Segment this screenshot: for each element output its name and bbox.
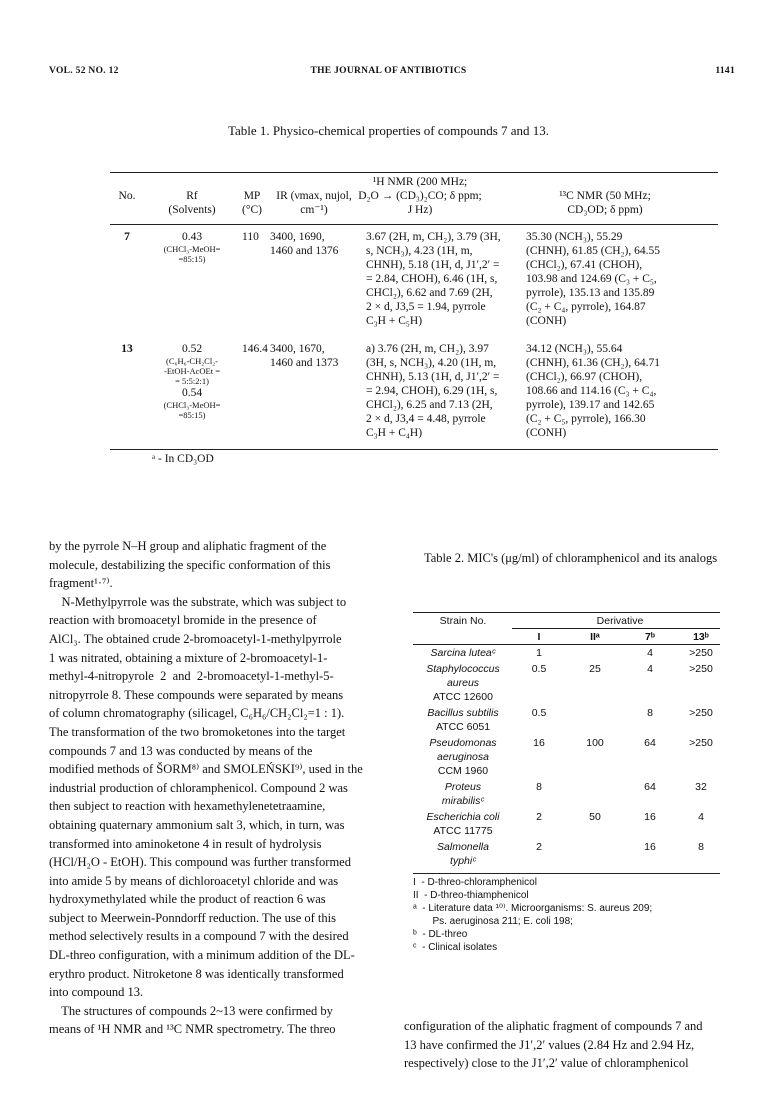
table1-caption: Table 1. Physico-chemical properties of compounds 7 and 13.	[227, 123, 550, 138]
table2-col-head: IIᵃ	[590, 631, 600, 643]
table2-head-rule	[413, 644, 720, 645]
table2-strain: Bacillus subtilis	[427, 707, 499, 719]
table2-col-head: 7ᵇ	[645, 631, 655, 643]
body-line: DL-threo configuration, with a minimum addition of the DL-	[49, 948, 355, 963]
table1-row-hnmr: 2 × d, J3,4 = 4.48, pyrrole	[366, 413, 486, 425]
table2-cell: 0.5	[531, 663, 547, 675]
table2-cell: >250	[689, 707, 713, 719]
t1-head-rf: Rf	[186, 190, 198, 202]
table2-cell: 8	[536, 781, 542, 793]
body-line: modified methods of ŠORM⁸⁾ and SMOLEŃSKI⁹⁾, used in the	[49, 762, 363, 777]
table1-row-solvent: =85:15)	[178, 254, 206, 264]
table2-cell: >250	[689, 663, 713, 675]
t1-head-no: No.	[118, 190, 136, 202]
t1-head-c2: CD₃OD; δ ppm)	[567, 204, 643, 216]
table1-row-cnmr: 35.30 (NCH₃), 55.29	[526, 231, 623, 243]
table2-head-derivative: Derivative	[596, 615, 644, 627]
table1-top-rule	[110, 172, 718, 173]
body-line: respectively) close to the J1′,2′ value of chloramphenicol	[404, 1056, 689, 1071]
table2-cell: 16	[644, 811, 656, 823]
body-line: 13 have confirmed the J1′,2′ values (2.84 Hz and 2.94 Hz,	[404, 1037, 695, 1052]
table2-sub-rule	[512, 628, 720, 629]
table2-note: ᵇ - DL-threo	[413, 929, 468, 940]
table1-row-ir: 3400, 1670,	[270, 343, 325, 355]
table1-row-rf: 0.52	[181, 343, 203, 355]
table1-row-rf: 0.43	[181, 231, 203, 243]
table1-row-mp: 110	[242, 231, 259, 243]
table2-cell: 4	[698, 811, 704, 823]
table1-row-hnmr: 2 × d, J3,5 = 1.94, pyrrole	[366, 301, 486, 313]
table1-row-no: 7	[124, 231, 130, 243]
table1-row-ir: 3400, 1690,	[270, 231, 325, 243]
table1-row-cnmr: pyrrole), 139.17 and 142.65	[526, 399, 655, 411]
table1-row-hnmr: s, NCH₃), 4.23 (1H, m,	[366, 245, 473, 257]
table1-row-cnmr: (C₂ + C₅, pyrrole), 166.30	[526, 413, 646, 425]
journal-title: THE JOURNAL OF ANTIBIOTICS	[310, 66, 467, 76]
table1-row-no: 13	[121, 343, 133, 355]
table1-row-hnmr: (3H, s, NCH₃), 4.20 (1H, m,	[366, 357, 497, 369]
table2-cell: >250	[689, 647, 713, 659]
body-line: molecule, destabilizing the specific conformation of this	[49, 557, 331, 572]
t1-head-h2: D₂O → (CD₃)₂CO; δ ppm;	[358, 190, 482, 202]
table2-note: ᶜ - Clinical isolates	[413, 942, 498, 953]
table1-row-cnmr: (CHNH), 61.85 (CH₂), 64.55	[526, 245, 661, 257]
body-line: nitropyrrole 8. These compounds were separated by means	[49, 687, 344, 702]
body-line: obtaining quaternary ammonium salt 3, which, in turn, was	[49, 817, 345, 832]
table1-row-solvent: (C₆H₆-CH₂Cl₂-	[166, 356, 218, 366]
table1-row-hnmr: CHNH), 5.13 (1H, d, J1′,2′ =	[366, 371, 500, 383]
table1-row-cnmr: 103.98 and 124.69 (C₃ + C₅,	[526, 273, 657, 285]
body-line: method selectively results in a compound 7 with the desired	[49, 929, 349, 944]
table2-cell: 8	[647, 707, 653, 719]
table2-strain: CCM 1960	[437, 765, 489, 777]
table2-col-head: I	[537, 631, 541, 643]
table1-row-cnmr: (C₂ + C₄, pyrrole), 164.87	[526, 301, 646, 313]
t1-head-mp-sub: (°C)	[242, 204, 262, 216]
table1-footnote: ᵃ - In CD₃OD	[152, 453, 214, 465]
t1-head-mp: MP	[243, 190, 261, 202]
table2-strain: mirabilisᶜ	[441, 795, 485, 807]
table2-strain: ATCC 11775	[433, 825, 493, 837]
table2-col-head: 13ᵇ	[693, 631, 709, 643]
table2-strain: Sarcina luteaᶜ	[430, 647, 496, 659]
table2-bottom-rule	[413, 873, 720, 874]
t1-head-rf-sub: (Solvents)	[168, 204, 216, 216]
table1-row-solvent: (CHCl₃-MeOH=	[163, 244, 221, 254]
table2-cell: 32	[695, 781, 707, 793]
table2-cell: 100	[586, 737, 604, 749]
table2-cell: 16	[644, 841, 656, 853]
table1-row-solvent2: =85:15)	[178, 410, 206, 420]
body-right-column	[404, 1017, 734, 1073]
body-line: into compound 13.	[49, 985, 144, 1000]
table2-cell: 4	[647, 663, 653, 675]
table2-strain: Escherichia coli	[426, 811, 500, 823]
table1-row-hnmr: 3.67 (2H, m, CH₂), 3.79 (3H,	[366, 231, 501, 243]
table2-cell: 16	[533, 737, 545, 749]
table2-note: II - D-threo-thiamphenicol	[413, 890, 529, 901]
table1-bottom-rule	[110, 449, 718, 450]
body-left-column	[49, 537, 372, 1039]
table1-row-cnmr: (CHNH), 61.36 (CH₂), 64.71	[526, 357, 661, 369]
table1-row-hnmr: CHCl₂), 6.25 and 7.13 (2H,	[366, 399, 493, 411]
table1-row-cnmr: (CONH)	[526, 427, 567, 439]
table2-cell: 25	[589, 663, 601, 675]
table1-row-hnmr: C₃H + C₄H)	[366, 427, 423, 439]
body-line: means of ¹H NMR and ¹³C NMR spectrometry. The threo	[49, 1022, 336, 1037]
table2-cell: 2	[536, 841, 542, 853]
table2-cell: >250	[689, 737, 713, 749]
table1-row-solvent: = 5:5:2:1)	[175, 376, 209, 386]
body-line: transformed into aminoketone 4 in result of hydrolysis	[49, 836, 322, 851]
body-line: compounds 7 and 13 was conducted by means of the	[49, 743, 313, 758]
table1-row-solvent: -EtOH-AcOEt =	[163, 366, 220, 376]
table1-row-hnmr: a) 3.76 (2H, m, CH₂), 3.97	[366, 343, 489, 355]
body-line: AlCl₃. The obtained crude 2-bromoacetyl-1-methylpyrrole	[49, 631, 342, 646]
body-line: by the pyrrole N–H group and aliphatic fragment of the	[49, 539, 327, 553]
table2-strain: ATCC 12600	[433, 691, 493, 703]
body-line: 1 was nitrated, obtaining a mixture of 2-bromoacetyl-1-	[49, 650, 328, 665]
table1-row-hnmr: = 2.84, CHOH), 6.46 (1H, s,	[366, 273, 498, 285]
table2-strain: aeruginosa	[437, 751, 489, 763]
body-line: then subject to reaction with hexamethylenetetraamine,	[49, 799, 326, 814]
table2-strain: Salmonella	[437, 841, 489, 853]
table2-strain: Pseudomonas	[429, 737, 497, 749]
table2-caption: Table 2. MIC's (μg/ml) of chloramphenicol and its analogs	[424, 551, 718, 565]
table2-top-rule	[413, 612, 720, 613]
body-line: reaction with bromoacetyl bromide in the presence of	[49, 613, 317, 628]
table1-row-cnmr: (CHCl₂), 66.97 (CHOH),	[526, 371, 643, 383]
table2-cell: 4	[647, 647, 653, 659]
table2-cell: 1	[536, 647, 542, 659]
table1-row-hnmr: C₃H + C₅H)	[366, 315, 423, 327]
table2-head-strain: Strain No.	[439, 615, 487, 627]
table1-row-cnmr: 108.66 and 114.16 (C₃ + C₄,	[526, 385, 657, 397]
t1-head-ir: IR (νmax, nujol,	[276, 190, 352, 202]
table1-mid-rule	[110, 224, 718, 225]
table1-row-cnmr: (CONH)	[526, 315, 567, 327]
table2-strain: ATCC 6051	[435, 721, 491, 733]
table1-row-hnmr: CHNH), 5.18 (1H, d, J1′,2′ =	[366, 259, 500, 271]
table1-row-cnmr: pyrrole), 135.13 and 135.89	[526, 287, 655, 299]
body-line: fragment¹·⁷⁾.	[49, 576, 113, 591]
table1-row-rf2: 0.54	[181, 387, 203, 399]
table2-cell: 64	[644, 737, 656, 749]
body-line: (HCl/H₂O - EtOH). This compound was further transformed	[49, 855, 351, 870]
table1-row-cnmr: (CHCl₂), 67.41 (CHOH),	[526, 259, 643, 271]
table1-row-cnmr: 34.12 (NCH₃), 55.64	[526, 343, 623, 355]
body-line: of column chromatography (silicagel, C₆H₆/CH₂Cl₂=1 : 1).	[49, 706, 345, 721]
page-number: 1141	[715, 66, 735, 76]
t1-head-c1: ¹³C NMR (50 MHz;	[559, 190, 651, 202]
table2-note: I - D-threo-chloramphenicol	[413, 877, 537, 888]
table2-strain: aureus	[446, 677, 480, 689]
table2-cell: 0.5	[531, 707, 547, 719]
table2-strain: typhiᶜ	[450, 855, 476, 867]
t1-head-h3: J Hz)	[407, 204, 433, 216]
body-line: into amide 5 by means of dichloroacetyl chloride and was	[49, 873, 339, 888]
table1-row-ir: 1460 and 1373	[270, 357, 339, 369]
table1-row-mp: 146.4	[242, 343, 268, 355]
table2-note: Ps. aeruginosa 211; E. coli 198;	[413, 916, 573, 927]
body-line: The transformation of the two bromoketones into the target	[49, 724, 346, 739]
table2-cell: 8	[698, 841, 704, 853]
body-line: industrial production of chloramphenicol. Compound 2 was	[49, 780, 348, 795]
table2-strain: Proteus	[444, 781, 482, 793]
table1-row-hnmr: CHCl₂), 6.62 and 7.69 (2H,	[366, 287, 493, 299]
body-line: subject to Meerwein-Ponndorff reduction. The use of this	[49, 910, 336, 925]
table1-row-solvent2: (CHCl₃-MeOH=	[163, 400, 221, 410]
body-line: methyl-4-nitropyrole 2 and 2-bromoacetyl-1-methyl-5-	[49, 669, 334, 684]
table2-note: ᵃ - Literature data ¹⁰⁾. Microorganisms: S. aureus 209;	[413, 903, 653, 914]
body-line: configuration of the aliphatic fragment of compounds 7 and	[404, 1019, 703, 1033]
table2-cell: 2	[536, 811, 542, 823]
table2-cell: 50	[589, 811, 601, 823]
table2-cell: 64	[644, 781, 656, 793]
body-line: The structures of compounds 2~13 were confirmed by	[49, 1003, 333, 1018]
body-line: hydroxymethylated while the product of reaction 6 was	[49, 892, 326, 907]
t1-head-ir-sub: cm⁻¹)	[300, 204, 328, 216]
table1-row-ir: 1460 and 1376	[270, 245, 339, 257]
journal-volume: VOL. 52 NO. 12	[49, 66, 119, 76]
t1-head-h1: ¹H NMR (200 MHz;	[372, 176, 468, 188]
body-line: N-Methylpyrrole was the substrate, which was subject to	[49, 594, 347, 609]
body-line: erythro product. Nitroketone 8 was identically transformed	[49, 966, 344, 981]
table1-row-hnmr: = 2.94, CHOH), 6.29 (1H, s,	[366, 385, 498, 397]
table2-strain: Staphylococcus	[426, 663, 500, 675]
